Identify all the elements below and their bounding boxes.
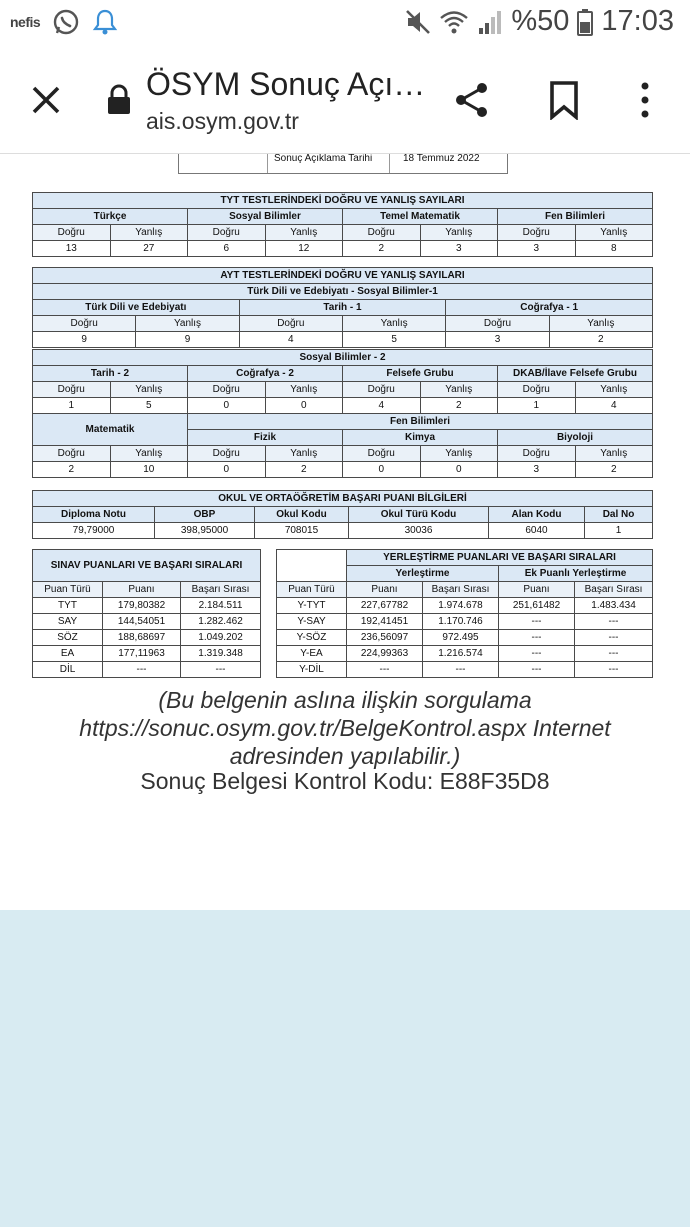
- col-basari-sirasi: Başarı Sırası: [575, 582, 653, 598]
- yanlis-value: 12: [265, 241, 343, 257]
- bookmark-icon[interactable]: [548, 80, 580, 120]
- custom-tab-toolbar: [0, 46, 690, 154]
- mute-icon: [405, 8, 431, 36]
- score-rank: 1.170.746: [423, 614, 499, 630]
- col-puani: Puanı: [499, 582, 575, 598]
- yanlis-value: 2: [549, 332, 652, 348]
- yanlis-value: 0: [265, 398, 343, 414]
- col-yanlis: Yanlış: [575, 225, 653, 241]
- yanlis-value: 2: [265, 462, 343, 478]
- score-value: 179,80382: [103, 598, 181, 614]
- col-yanlis: Yanlış: [420, 446, 498, 462]
- ayt-subject: Tarih - 2: [33, 366, 188, 382]
- share-icon[interactable]: [452, 80, 492, 120]
- school-value: 6040: [489, 523, 585, 539]
- table-row: [277, 630, 653, 646]
- dogru-value: 0: [343, 462, 421, 478]
- score-rank: ---: [181, 662, 261, 678]
- control-code: Sonuç Belgesi Kontrol Kodu: E88F35D8: [140, 768, 550, 794]
- col-header: Dal No: [585, 507, 653, 523]
- table-row: [33, 598, 261, 614]
- ayt-subject-matematik: Matematik: [33, 414, 188, 446]
- yanlis-value: 8: [575, 241, 653, 257]
- ayt-title: AYT TESTLERİNDEKİ DOĞRU VE YANLIŞ SAYILARI: [33, 268, 653, 284]
- dogru-value: 3: [446, 332, 549, 348]
- notification-bell-icon: [92, 8, 118, 36]
- extra-score-rank: ---: [575, 646, 653, 662]
- school-value: 30036: [349, 523, 489, 539]
- extra-score-rank: ---: [575, 630, 653, 646]
- exam-scores-title: SINAV PUANLARI VE BAŞARI SIRALARI: [33, 550, 261, 582]
- placement-title: YERLEŞTİRME PUANLARI VE BAŞARI SIRALARI: [347, 550, 653, 566]
- extra-score-rank: ---: [575, 614, 653, 630]
- col-puani: Puanı: [347, 582, 423, 598]
- dogru-value: 6: [188, 241, 266, 257]
- dogru-value: 3: [498, 241, 576, 257]
- col-dogru: Doğru: [498, 225, 576, 241]
- score-rank: 1.974.678: [423, 598, 499, 614]
- col-dogru: Doğru: [343, 446, 421, 462]
- score-type: DİL: [33, 662, 103, 678]
- col-yanlis: Yanlış: [265, 382, 343, 398]
- col-yanlis: Yanlış: [549, 316, 652, 332]
- wifi-icon: [439, 8, 469, 36]
- col-puani: Puanı: [103, 582, 181, 598]
- page-title: ÖSYM Sonuç Açı…: [146, 66, 426, 102]
- close-icon[interactable]: [26, 80, 66, 120]
- score-type: Y-SÖZ: [277, 630, 347, 646]
- table-row: [277, 614, 653, 630]
- score-value: 192,41451: [347, 614, 423, 630]
- extra-score-value: ---: [499, 662, 575, 678]
- battery-icon: [577, 8, 593, 36]
- dogru-value: 9: [33, 332, 136, 348]
- whatsapp-icon: [52, 8, 80, 36]
- school-info-title: OKUL VE ORTAÖĞRETİM BAŞARI PUANI BİLGİLERİ: [33, 491, 653, 507]
- col-yanlis: Yanlış: [110, 225, 188, 241]
- dogru-value: 4: [343, 398, 421, 414]
- ayt-subject: Tarih - 1: [239, 300, 446, 316]
- score-value: ---: [347, 662, 423, 678]
- score-value: 188,68697: [103, 630, 181, 646]
- col-dogru: Doğru: [498, 382, 576, 398]
- dogru-value: 0: [188, 398, 266, 414]
- score-type: EA: [33, 646, 103, 662]
- table-row: [33, 630, 261, 646]
- tyt-table: [32, 192, 653, 257]
- yanlis-value: 4: [575, 398, 653, 414]
- col-header: OBP: [155, 507, 255, 523]
- score-type: Y-SAY: [277, 614, 347, 630]
- extra-score-value: ---: [499, 614, 575, 630]
- col-dogru: Doğru: [343, 225, 421, 241]
- overflow-menu-icon[interactable]: [638, 80, 652, 120]
- school-value: 79,79000: [33, 523, 155, 539]
- lock-icon: [106, 84, 132, 116]
- table-row: [33, 614, 261, 630]
- ayt-subject: DKAB/İlave Felsefe Grubu: [498, 366, 653, 382]
- ayt-table-part2: [32, 349, 653, 478]
- yanlis-value: 10: [110, 462, 188, 478]
- col-header: Alan Kodu: [489, 507, 585, 523]
- yanlis-value: 2: [575, 462, 653, 478]
- extra-score-value: 251,61482: [499, 598, 575, 614]
- col-dogru: Doğru: [33, 446, 111, 462]
- col-yanlis: Yanlış: [110, 446, 188, 462]
- score-rank: 1.319.348: [181, 646, 261, 662]
- col-header: Okul Kodu: [255, 507, 349, 523]
- ayt-subject: Fizik: [188, 430, 343, 446]
- col-yanlis: Yanlış: [342, 316, 445, 332]
- table-row: [277, 646, 653, 662]
- verification-note-line2: https://sonuc.osym.gov.tr/BelgeKontrol.aspx Internet: [79, 715, 611, 741]
- tyt-subject: Türkçe: [33, 209, 188, 225]
- table-row: [33, 646, 261, 662]
- score-rank: 972.495: [423, 630, 499, 646]
- dogru-value: 0: [188, 462, 266, 478]
- extra-placement-sub-title: Ek Puanlı Yerleştirme: [499, 566, 653, 582]
- school-value: 398,95000: [155, 523, 255, 539]
- announce-date-label: Sonuç Açıklama Tarihi: [267, 154, 390, 173]
- col-yanlis: Yanlış: [420, 225, 498, 241]
- col-dogru: Doğru: [239, 316, 342, 332]
- announce-date-value: 18 Temmuz 2022: [403, 154, 480, 164]
- col-yanlis: Yanlış: [265, 225, 343, 241]
- dogru-value: 4: [239, 332, 342, 348]
- empty-header-cell: [277, 550, 347, 582]
- col-yanlis: Yanlış: [136, 316, 239, 332]
- yanlis-value: 0: [420, 462, 498, 478]
- tyt-subject: Fen Bilimleri: [498, 209, 653, 225]
- signal-icon: [477, 8, 503, 36]
- yanlis-value: 5: [342, 332, 445, 348]
- yanlis-value: 27: [110, 241, 188, 257]
- tyt-subject: Sosyal Bilimler: [188, 209, 343, 225]
- score-type: Y-DİL: [277, 662, 347, 678]
- col-dogru: Doğru: [188, 382, 266, 398]
- ayt-group2-title: Sosyal Bilimler - 2: [33, 350, 653, 366]
- result-document: [0, 154, 690, 910]
- score-value: 224,99363: [347, 646, 423, 662]
- score-type: Y-EA: [277, 646, 347, 662]
- col-yanlis: Yanlış: [575, 446, 653, 462]
- school-value: 1: [585, 523, 653, 539]
- dogru-value: 1: [33, 398, 111, 414]
- score-value: 177,11963: [103, 646, 181, 662]
- col-dogru: Doğru: [33, 382, 111, 398]
- col-basari-sirasi: Başarı Sırası: [423, 582, 499, 598]
- col-dogru: Doğru: [343, 382, 421, 398]
- col-yanlis: Yanlış: [420, 382, 498, 398]
- extra-score-rank: ---: [575, 662, 653, 678]
- score-type: Y-TYT: [277, 598, 347, 614]
- score-type: TYT: [33, 598, 103, 614]
- score-rank: 1.282.462: [181, 614, 261, 630]
- ayt-subject: Coğrafya - 2: [188, 366, 343, 382]
- exam-scores-table: [32, 549, 261, 678]
- col-yanlis: Yanlış: [265, 446, 343, 462]
- placement-sub-title: Yerleştirme: [347, 566, 499, 582]
- dogru-value: 3: [498, 462, 576, 478]
- tyt-subject: Temel Matematik: [343, 209, 498, 225]
- col-header: Okul Türü Kodu: [349, 507, 489, 523]
- col-yanlis: Yanlış: [575, 382, 653, 398]
- ayt-subject: Coğrafya - 1: [446, 300, 653, 316]
- score-value: ---: [103, 662, 181, 678]
- col-dogru: Doğru: [33, 316, 136, 332]
- col-puan-turu: Puan Türü: [33, 582, 103, 598]
- status-bar: [0, 0, 690, 46]
- score-rank: 2.184.511: [181, 598, 261, 614]
- score-value: 227,67782: [347, 598, 423, 614]
- col-dogru: Doğru: [188, 225, 266, 241]
- verification-note-line3: adresinden yapılabilir.): [229, 743, 461, 769]
- table-row: [33, 662, 261, 678]
- placement-scores-table: [276, 549, 653, 678]
- score-rank: 1.216.574: [423, 646, 499, 662]
- tyt-title: TYT TESTLERİNDEKİ DOĞRU VE YANLIŞ SAYILARI: [33, 193, 653, 209]
- col-dogru: Doğru: [188, 446, 266, 462]
- extra-score-rank: 1.483.434: [575, 598, 653, 614]
- nefis-app-icon: nefis: [10, 14, 41, 30]
- school-value: 708015: [255, 523, 349, 539]
- dogru-value: 2: [33, 462, 111, 478]
- page-url[interactable]: ais.osym.gov.tr: [146, 108, 299, 134]
- dogru-value: 13: [33, 241, 111, 257]
- yanlis-value: 3: [420, 241, 498, 257]
- col-dogru: Doğru: [33, 225, 111, 241]
- dogru-value: 2: [343, 241, 421, 257]
- score-type: SAY: [33, 614, 103, 630]
- col-dogru: Doğru: [446, 316, 549, 332]
- yanlis-value: 2: [420, 398, 498, 414]
- score-type: SÖZ: [33, 630, 103, 646]
- ayt-subject: Biyoloji: [498, 430, 653, 446]
- score-value: 236,56097: [347, 630, 423, 646]
- ayt-table-part1: [32, 267, 653, 348]
- col-basari-sirasi: Başarı Sırası: [181, 582, 261, 598]
- yanlis-value: 9: [136, 332, 239, 348]
- score-value: 144,54051: [103, 614, 181, 630]
- school-info-table: [32, 490, 653, 539]
- col-puan-turu: Puan Türü: [277, 582, 347, 598]
- col-yanlis: Yanlış: [110, 382, 188, 398]
- col-dogru: Doğru: [498, 446, 576, 462]
- extra-score-value: ---: [499, 630, 575, 646]
- clock: 17:03: [601, 5, 674, 37]
- ayt-subject: Felsefe Grubu: [343, 366, 498, 382]
- score-rank: 1.049.202: [181, 630, 261, 646]
- ayt-subject: Türk Dili ve Edebiyatı: [33, 300, 240, 316]
- table-row: [277, 662, 653, 678]
- score-rank: ---: [423, 662, 499, 678]
- table-row: [277, 598, 653, 614]
- dogru-value: 1: [498, 398, 576, 414]
- col-header: Diploma Notu: [33, 507, 155, 523]
- yanlis-value: 5: [110, 398, 188, 414]
- extra-score-value: ---: [499, 646, 575, 662]
- ayt-group1-title: Türk Dili ve Edebiyatı - Sosyal Bilimler-1: [33, 284, 653, 300]
- battery-percent: %50: [511, 5, 570, 37]
- exam-info-box: [178, 154, 508, 174]
- ayt-subject: Kimya: [343, 430, 498, 446]
- ayt-fen-title: Fen Bilimleri: [188, 414, 653, 430]
- verification-note-line1: (Bu belgenin aslına ilişkin sorgulama: [158, 687, 532, 713]
